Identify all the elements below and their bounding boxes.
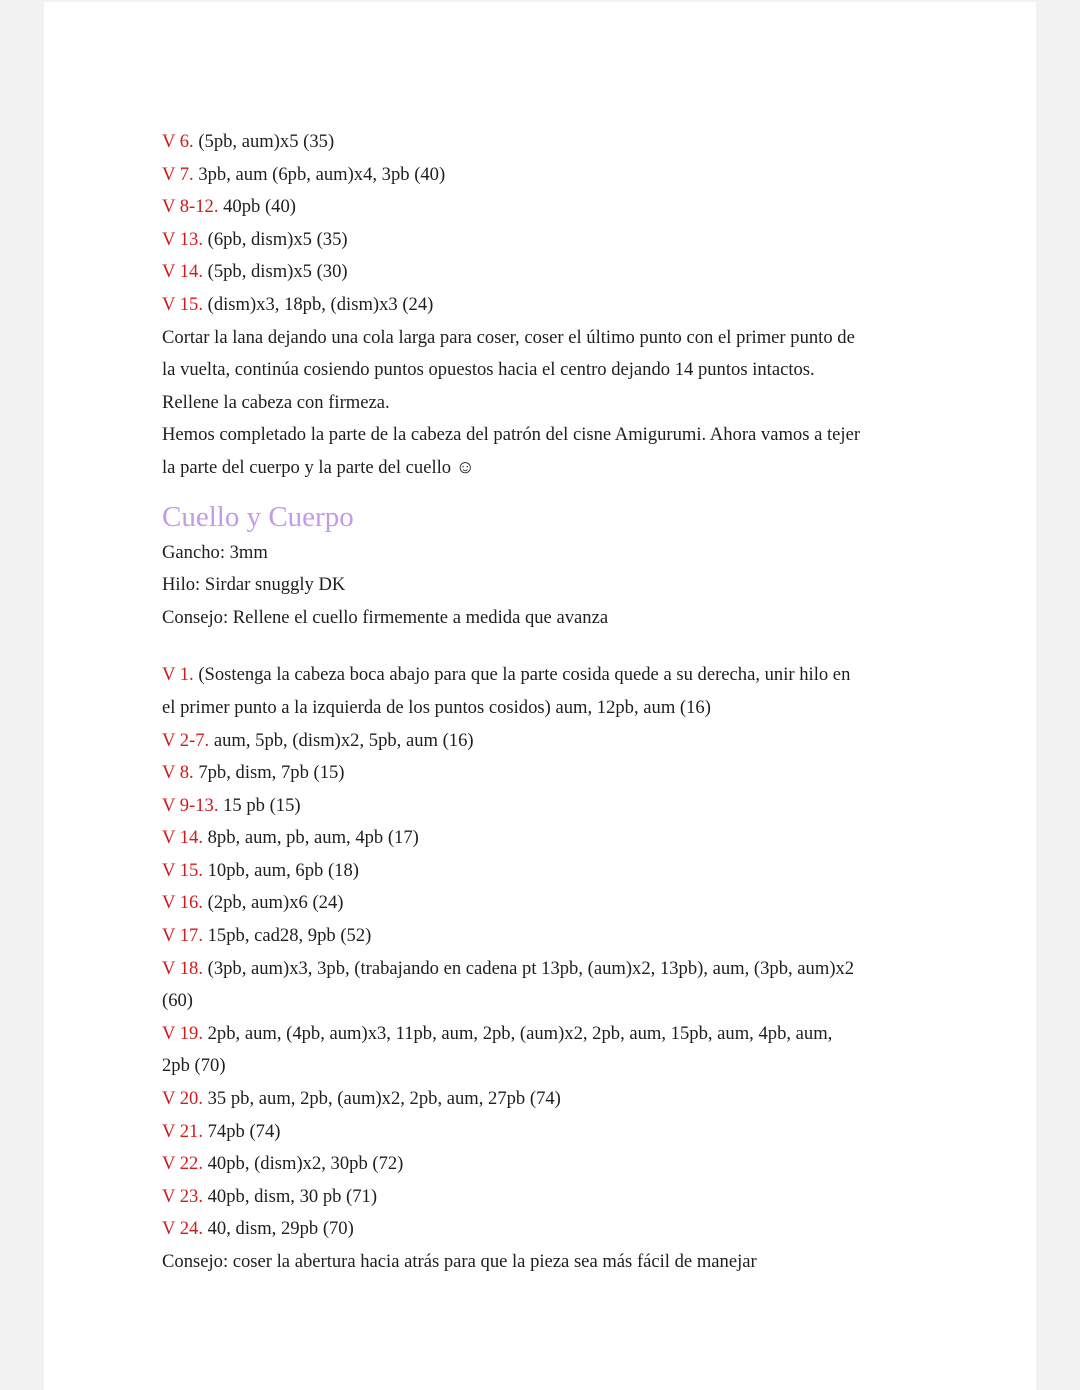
round-label: V 6.: [162, 131, 194, 152]
round-text: (5pb, dism)x5 (30): [202, 261, 348, 283]
round-label: V 8.: [162, 762, 194, 784]
round-label: V 15.: [162, 859, 203, 881]
round-line: [162, 159, 922, 192]
round-text: (6pb, dism)x5 (35): [202, 228, 348, 250]
instruction-text: Hemos completado la parte de la cabeza del patrón del cisne Amigurumi. Ahora vamos a tejer: [162, 424, 861, 446]
round-line: [162, 790, 922, 823]
round-text: 2pb, aum, (4pb, aum)x3, 11pb, aum, 2pb, (aum)x2, 2pb, aum, 15pb, aum, 4pb, aum,: [202, 1022, 833, 1044]
round-line: [162, 256, 922, 289]
round-text: 7pb, dism, 7pb (15): [193, 762, 345, 784]
round-line: [162, 126, 922, 159]
round-label: V 1.: [162, 664, 194, 686]
round-text: aum, 5pb, (dism)x2, 5pb, aum (16): [209, 729, 474, 751]
round-label: V 21.: [162, 1120, 203, 1142]
round-text: (3pb, aum)x3, 3pb, (trabajando en cadena pt 13pb, (aum)x2, 13pb), aum, (3pb, aum)x2: [202, 957, 855, 979]
round-text: 10pb, aum, 6pb (18): [202, 859, 359, 881]
round-text: 40pb, (dism)x2, 30pb (72): [202, 1153, 404, 1175]
tip-text: Consejo: coser la abertura hacia atrás para que la pieza sea más fácil de manejar: [162, 1251, 757, 1272]
round-line-continued: (60): [162, 990, 193, 1012]
document-page: [44, 2, 1036, 1390]
round-label: V 19.: [162, 1022, 203, 1044]
round-label: V 18.: [162, 957, 203, 979]
instruction-text: la vuelta, continúa cosiendo puntos opuestos hacia el centro dejando 14 puntos intactos.: [162, 359, 815, 381]
round-text: (5pb, aum)x5 (35): [193, 131, 335, 152]
round-line: [162, 224, 922, 257]
round-label: V 13.: [162, 228, 203, 250]
round-line: [162, 953, 922, 986]
round-line: [162, 920, 922, 953]
round-line: [162, 757, 922, 790]
round-line: [162, 191, 922, 224]
round-text: (Sostenga la cabeza boca abajo para que la parte cosida quede a su derecha, unir hilo en: [193, 664, 851, 686]
round-label: V 14.: [162, 827, 203, 849]
section-heading: Cuello y Cuerpo: [162, 500, 354, 533]
round-text: 40pb, dism, 30 pb (71): [202, 1185, 378, 1207]
round-text: 40pb (40): [218, 196, 296, 218]
round-label: V 16.: [162, 892, 203, 914]
round-line: [162, 855, 922, 888]
round-label: V 22.: [162, 1153, 203, 1175]
round-line: [162, 822, 922, 855]
round-label: V 8-12.: [162, 196, 219, 218]
instruction-text: la parte del cuerpo y la parte del cuello ☺: [162, 456, 475, 478]
round-text: 40, dism, 29pb (70): [202, 1218, 354, 1240]
round-line-continued: 2pb (70): [162, 1055, 226, 1077]
round-text: 8pb, aum, pb, aum, 4pb (17): [202, 827, 419, 849]
round-line: [162, 659, 922, 692]
round-text: (2pb, aum)x6 (24): [202, 892, 344, 914]
pattern-content: [162, 126, 922, 1279]
round-line: [162, 1213, 922, 1246]
round-label: V 9-13.: [162, 794, 219, 816]
round-line: [162, 1083, 922, 1116]
round-line: [162, 1116, 922, 1149]
round-label: V 23.: [162, 1185, 203, 1207]
round-text: 15pb, cad28, 9pb (52): [202, 925, 372, 947]
instruction-text: Cortar la lana dejando una cola larga para coser, coser el último punto con el primer punto de: [162, 326, 855, 348]
round-line: [162, 289, 922, 322]
round-text: 3pb, aum (6pb, aum)x4, 3pb (40): [193, 163, 446, 185]
yarn-info: Hilo: Sirdar snuggly DK: [162, 574, 346, 596]
round-label: V 20.: [162, 1088, 203, 1110]
round-line: [162, 887, 922, 920]
spacer: [162, 634, 922, 659]
round-line: [162, 725, 922, 758]
round-label: V 14.: [162, 261, 203, 283]
round-text: 74pb (74): [202, 1120, 281, 1142]
round-line: [162, 1148, 922, 1181]
round-text: 35 pb, aum, 2pb, (aum)x2, 2pb, aum, 27pb (74): [202, 1088, 561, 1110]
round-label: V 17.: [162, 925, 203, 947]
round-label: V 15.: [162, 293, 203, 315]
round-line: [162, 1181, 922, 1214]
round-line-continued: el primer punto a la izquierda de los puntos cosidos) aum, 12pb, aum (16): [162, 696, 711, 718]
round-label: V 24.: [162, 1218, 203, 1240]
round-text: (dism)x3, 18pb, (dism)x3 (24): [202, 293, 434, 315]
round-label: V 7.: [162, 163, 194, 185]
tip-text: Consejo: Rellene el cuello firmemente a medida que avanza: [162, 606, 609, 628]
round-line: [162, 1018, 922, 1051]
round-label: V 2-7.: [162, 729, 210, 751]
round-text: 15 pb (15): [218, 794, 301, 816]
hook-info: Gancho: 3mm: [162, 541, 268, 563]
instruction-text: Rellene la cabeza con firmeza.: [162, 391, 390, 413]
